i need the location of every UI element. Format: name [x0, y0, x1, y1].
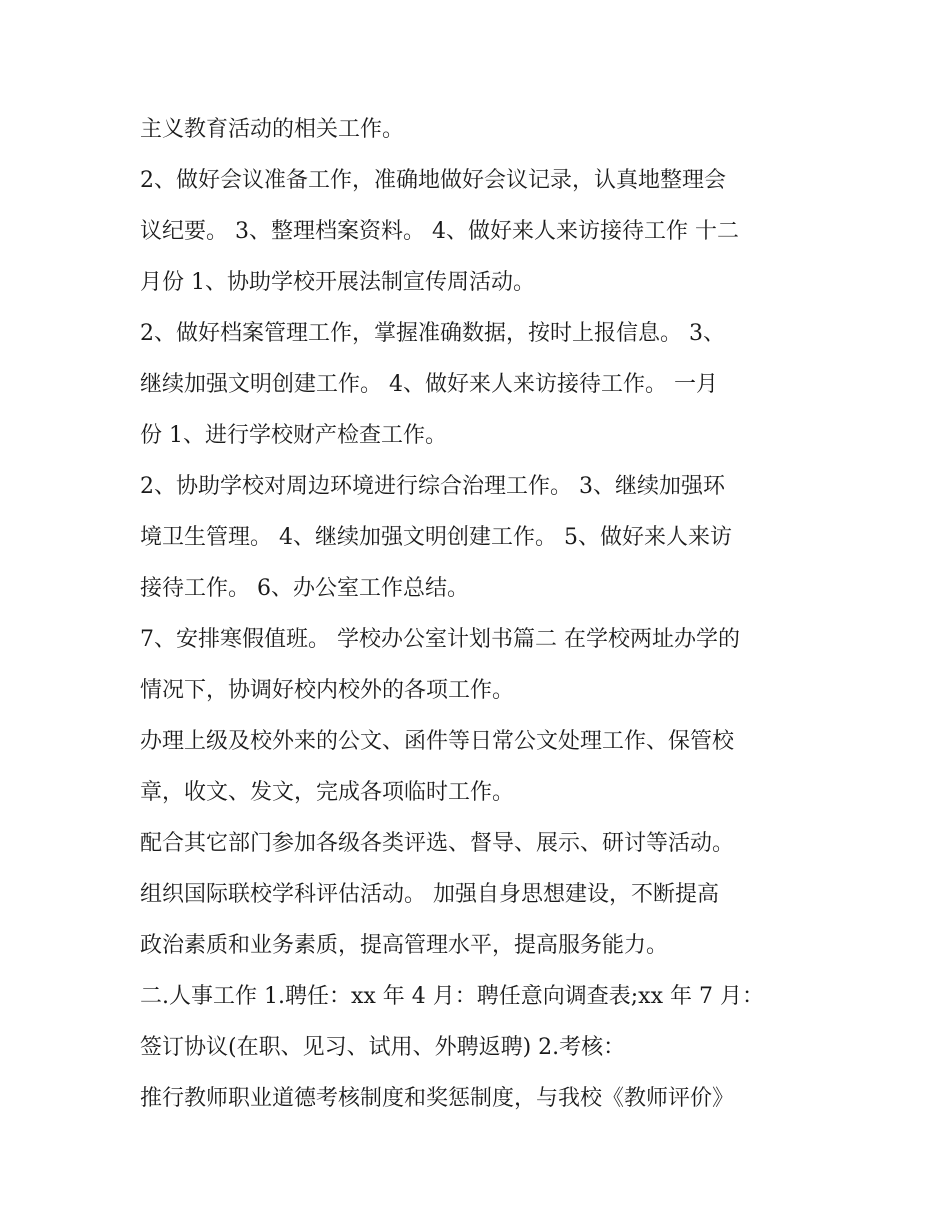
- text-line-19: 签订协议(在职、见习、试用、外聘返聘) 2.考核：: [140, 1035, 626, 1060]
- text-line-18: 二.人事工作 1.聘任：xx 年 4 月：聘任意向调查表;xx 年 7 月：: [140, 984, 764, 1009]
- text-line-9: 境卫生管理。 4、继续加强文明创建工作。 5、做好来人来访: [140, 525, 732, 550]
- text-line-14: 章，收文、发文，完成各项临时工作。: [140, 780, 515, 805]
- text-line-16: 组织国际联校学科评估活动。 加强自身思想建设，不断提高: [140, 882, 719, 907]
- text-line-4: 月份 1、协助学校开展法制宣传周活动。: [140, 270, 535, 295]
- body-text: [140, 104, 820, 1124]
- text-line-8: 2、协助学校对周边环境进行综合治理工作。 3、继续加强环: [140, 474, 725, 499]
- text-line-6: 继续加强文明创建工作。 4、做好来人来访接待工作。 一月: [140, 372, 718, 397]
- text-line-2: 2、做好会议准备工作，准确地做好会议记录，认真地整理会: [140, 168, 726, 193]
- text-line-13: 办理上级及校外来的公文、函件等日常公文处理工作、保管校: [140, 729, 735, 754]
- text-line-5: 2、做好档案管理工作，掌握准确数据，按时上报信息。 3、: [140, 321, 725, 346]
- text-line-3: 议纪要。 3、整理档案资料。 4、做好来人来访接待工作 十二: [140, 219, 739, 244]
- text-line-11: 7、安排寒假值班。 学校办公室计划书篇二 在学校两址办学的: [140, 627, 740, 652]
- text-line-15: 配合其它部门参加各级各类评选、督导、展示、研讨等活动。: [140, 831, 735, 856]
- text-line-1: 主义教育活动的相关工作。: [140, 117, 405, 142]
- text-line-17: 政治素质和业务素质，提高管理水平，提高服务能力。: [140, 933, 669, 958]
- text-line-12: 情况下，协调好校内校外的各项工作。: [140, 678, 515, 703]
- text-line-20: 推行教师职业道德考核制度和奖惩制度，与我校《教师评价》: [140, 1086, 735, 1111]
- text-line-7: 份 1、进行学校财产检查工作。: [140, 423, 447, 448]
- text-line-10: 接待工作。 6、办公室工作总结。: [140, 576, 469, 601]
